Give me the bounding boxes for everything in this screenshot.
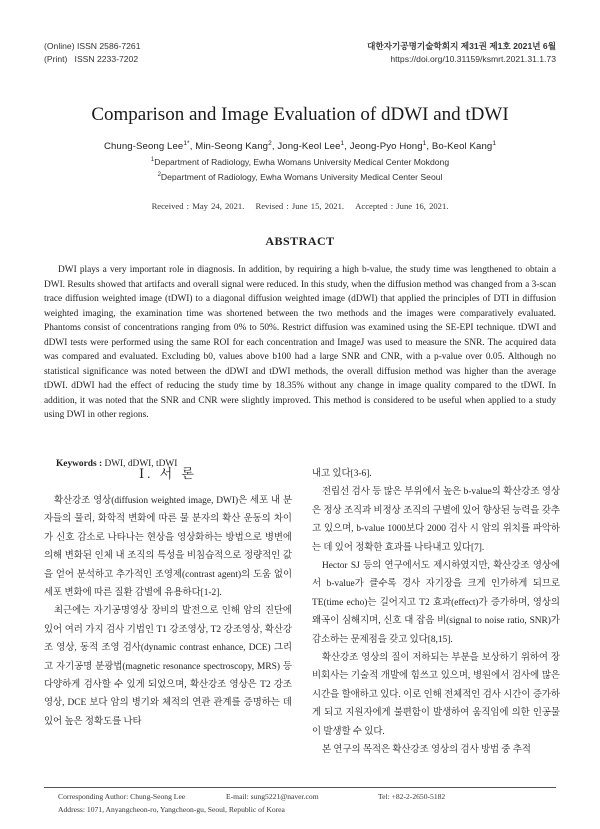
author: Bo-Keol Kang$^1$ [431, 140, 497, 153]
header-journal [367, 40, 556, 65]
footer-contact [58, 792, 558, 801]
section-title: Ⅰ. 서 론 [138, 466, 197, 481]
affiliation: $^2$Department of Radiology, Ewha Womans University Medical Center Seoul [157, 172, 443, 182]
keywords-label: Keywords : [56, 459, 103, 469]
footer-divider [44, 787, 556, 788]
author-tel: Tel: +82-2-2650-5182 [378, 792, 446, 801]
footer-address: Address: 1071, Anyangcheon-ro, Yangcheon-gu, Seoul, Republic of Korea [58, 805, 285, 814]
body-paragraph: Hector SJ 등의 연구에서도 제시하였지만, 확산강조 영상에서 b-value가 클수록 경사 자기장을 크게 인가하게 되므로 TE(time echo)는 길어지고 T2 효과(effect)가 증가하며, 영상의 왜곡이 심해지며, 신호 대 잡음 비(signal to noise ratio, SNR)가 감소하는 문제점을 갖고 있다[8,15]. [312, 561, 560, 645]
body-paragraph: 본 연구의 목적은 확산강조 영상의 검사 방법 중 추적 [322, 745, 531, 756]
author: Chung-Seong Lee$^{1*}$ [103, 140, 190, 153]
body-paragraph: 최근에는 자기공명영상 장비의 발전으로 인해 암의 진단에 있어 여러 가지 검사 기법인 T1 강조영상, T2 강조영상, 확산강조 영상, 동적 조영 검사(dynamic contrast enhance, DCE) 그리고 자기공명 분광법(magnetic resonance spectroscopy, MRS) 등 다양하게 검사할 수 있게 되었으며, 확산강조 영상은 T2 강조영상, DCE 보다 암의 병기와 체적의 연관 관계를 증명하는 데 있어 높은 정확도를 나타 [44, 606, 292, 727]
affiliation: $^1$Department of Radiology, Ewha Womans University Medical Center Mokdong [150, 157, 450, 167]
body-paragraph: 확산강조 영상(diffusion weighted image, DWI)은 세포 내 분자들의 물리, 화학적 변화에 따른 물 분자의 확산 운동의 차이가 신호 감소로 나타나는 현상을 영상화하는 방법으로 병변에 의해 변화된 인체 내 조직의 특성을 비침습적으로 정량적인 값을 얻어 분석하고 추가적인 조영제(contrast agent)의 도움 없이 세포 변화에 따른 질환 감별에 유용하다[1-2]. [44, 496, 292, 599]
abstract-heading: ABSTRACT [265, 234, 335, 248]
author: Min-Seong Kang$^2$ [195, 140, 272, 153]
body-paragraph: 확산강조 영상의 질이 저하되는 부분을 보상하기 위하여 장비회사는 기술적 개발에 힘쓰고 있으며, 병원에서 검사에 많은 시간을 할애하고 있다. 이로 인해 전체적인 검사 시간이 증가하게 되고 지원자에게 불편함이 발생하여 움직임에 의한 인공물이 발생할 수 있다. [312, 653, 560, 737]
author-email[interactable]: E-mail: sung5221@naver.com [226, 792, 319, 801]
left-column [44, 465, 292, 731]
right-column [312, 465, 560, 760]
journal-name: 대한자기공명기술학회지 제31권 제1호 2021년 6월 [367, 41, 556, 51]
submission-dates [0, 201, 600, 211]
header-issn [44, 40, 141, 65]
author-list: Chung-Seong Lee$^{1*}$, Min-Seong Kang$^2$, Jong-Keol Lee$^1$, Jeong-Pyo Hong$^1$, Bo-Keol Kang$^1$ [103, 140, 497, 153]
body-paragraph: 내고 있다[3-6]. [312, 469, 372, 479]
accepted-date: Accepted : June 16, 2021. [355, 201, 449, 211]
author: Jong-Keol Lee$^1$ [277, 140, 345, 153]
received-date: Received : May 24, 2021. [151, 201, 245, 211]
author: Jeong-Pyo Hong$^1$ [349, 140, 427, 153]
abstract-text: DWI plays a very important role in diagnosis. In addition, by requiring a high b-value, the study time was lengthened to obtain a DWI. Results showed that artifacts and overall signal were reduced. In this study, when the diffusion method was changed from a 3-scan trace diffusion weighted image (tDWI) to a diagonal diffusion weighted image (dDWI) that applied the principles of DTI in diffusion weighted imaging, the examination time was shortened between the two methods and the images were comparatively evaluated. Phantoms consist of concentrations ranging from 0% to 50%. Restrict diffusion was examined using the SE-EPI technique. tDWI and dDWI tests were performed using the same ROI for each concentration and ImageJ was used to measure the SNR. The acquired data was compared and evaluated. Excluding b0, values above b100 had a large SNR and CNR, with a p-value over 0.05. Although no statistical significance was noted between the dDWI and tDWI methods, the overall diffusion method was higher than the average tDWI. dDWI had the effect of reducing the study time by 18.35% without any change in image quality compared to the tDWI. In addition, it was noted that the SNR and CNR were slightly improved. This method is considered to be useful when applied to a study using DWI in other regions. [44, 265, 556, 421]
online-issn: (Online) ISSN 2586-7261 [44, 41, 141, 51]
body-paragraph: 전립선 검사 등 많은 부위에서 높은 b-value의 확산강조 영상은 정상 조직과 비정상 조직의 구별에 있어 향상된 능력을 갖추고 있으며, b-value 1000보다 2000 검사 시 암의 위치를 파악하는 데 있어 정확한 효과를 나타내고 있다[7]. [312, 487, 560, 553]
corresponding-author: Corresponding Author: Chung-Seong Lee [58, 792, 186, 801]
print-issn: (Print) ISSN 2233-7202 [44, 53, 139, 64]
doi-link[interactable]: https://doi.org/10.31159/ksmrt.2021.31.1.73 [390, 53, 556, 64]
paper-title: Comparison and Image Evaluation of dDWI and tDWI [91, 104, 509, 125]
revised-date: Revised : June 15, 2021. [255, 201, 345, 211]
keywords-list: DWI, dDWI, tDWI [104, 459, 178, 469]
